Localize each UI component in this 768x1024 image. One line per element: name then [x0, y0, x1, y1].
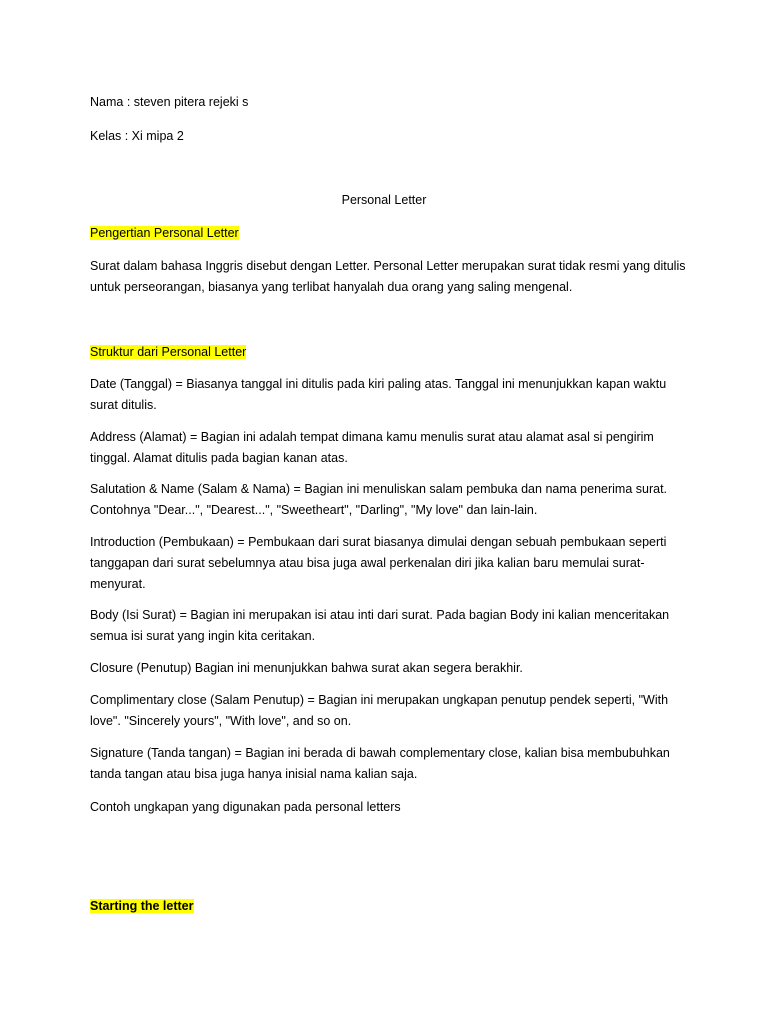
- student-class-line: Kelas : Xi mipa 2: [90, 129, 184, 143]
- structure-item-complimentary-close: Complimentary close (Salam Penutup) = Bagian ini merupakan ungkapan penutup pendek seperti, "With love". "Sincerely yours", "With love", and so on.: [90, 693, 669, 728]
- examples-intro: Contoh ungkapan yang digunakan pada personal letters: [90, 800, 401, 814]
- structure-heading-text: Struktur dari Personal Letter: [90, 345, 247, 359]
- structure-heading: [90, 342, 246, 362]
- starting-heading: [90, 896, 194, 916]
- structure-item-address: Address (Alamat) = Bagian ini adalah tempat dimana kamu menulis surat atau alamat asal si pengirim tinggal. Alamat ditulis pada bagian kanan atas.: [90, 430, 654, 465]
- structure-item-closure: Closure (Penutup) Bagian ini menunjukkan bahwa surat akan segera berakhir.: [90, 661, 523, 675]
- structure-item-salutation: Salutation & Name (Salam & Nama) = Bagian ini menuliskan salam pembuka dan nama penerima surat. Contohnya "Dear...", "Dearest...", "Sweetheart", "Darling", "My love" dan lain-lain.: [90, 482, 668, 517]
- definition-heading: [90, 223, 239, 243]
- student-name-line: Nama : steven pitera rejeki s: [90, 95, 249, 109]
- starting-heading-text: Starting the letter: [90, 899, 194, 913]
- definition-paragraph: Surat dalam bahasa Inggris disebut dengan Letter. Personal Letter merupakan surat tidak resmi yang ditulis untuk perseorangan, biasanya yang terlibat hanyalah dua orang yang saling mengenal.: [90, 259, 686, 294]
- definition-heading-text: Pengertian Personal Letter: [90, 226, 239, 240]
- structure-item-date: Date (Tanggal) = Biasanya tanggal ini ditulis pada kiri paling atas. Tanggal ini menunjukkan kapan waktu surat ditulis.: [90, 377, 667, 412]
- document-title: Personal Letter: [341, 193, 427, 207]
- structure-item-body: Body (Isi Surat) = Bagian ini merupakan isi atau inti dari surat. Pada bagian Body ini kalian menceritakan semua isi surat yang ingin kita ceritakan.: [90, 608, 670, 643]
- structure-item-introduction: Introduction (Pembukaan) = Pembukaan dari surat biasanya dimulai dengan sebuah pembukaan seperti tanggapan dari surat sebelumnya atau bisa juga awal perkenalan diri jika kalian baru memulai surat-menyurat.: [90, 535, 667, 591]
- structure-item-signature: Signature (Tanda tangan) = Bagian ini berada di bawah complementary close, kalian bisa membubuhkan tanda tangan atau bisa juga hanya inisial nama kalian saja.: [90, 746, 670, 781]
